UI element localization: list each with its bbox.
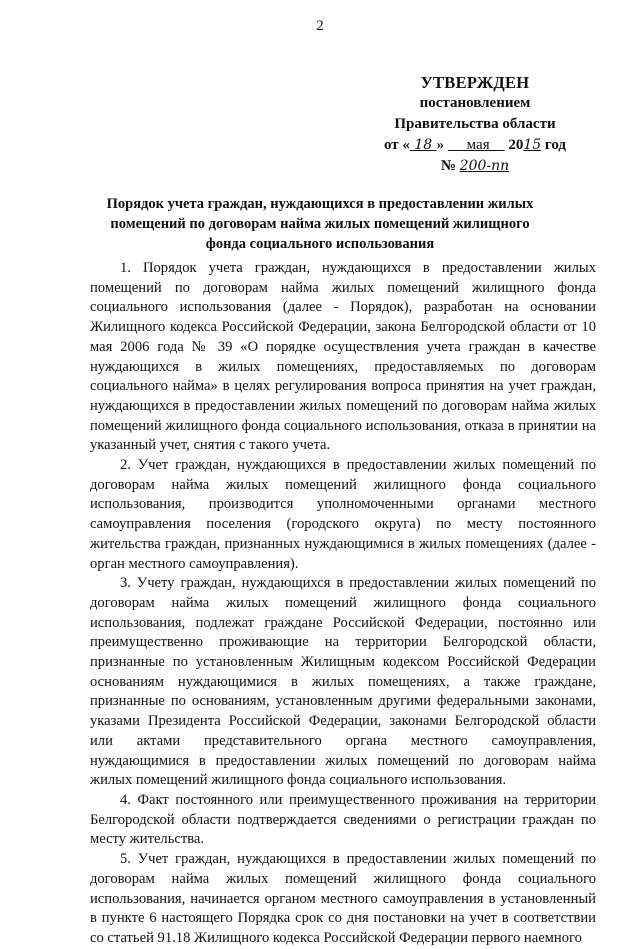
year-prefix: 20 [508,137,524,153]
paragraph-2: 2. Учет граждан, нуждающихся в предоставлении жилых помещений по договорам найма жилых помещений жилищного фонда социального использования, производится уполномоченными органами местного самоуправления поселения (городского округа) по месту постоянного жительства граждан, признанных нуждающимися в жилых помещениях (далее - орган местного самоуправления). [90,457,596,572]
approval-line-2: Правительства области [394,116,556,132]
paragraph-3: 3. Учету граждан, нуждающихся в предоставлении жилых помещений по договорам найма жилых помещений жилищного фонда социального использования, подлежат граждане Российской Федерации, постоянно или преимущественно проживающие на территории Белгородской области, признанные по установленным Жилищным кодексом Российской Федерации основаниям нуждающимися в жилых помещениях, а также граждане, признанные по основаниям, установленным другими федеральными законами, указами Президента Российской Федерации, законами Белгородской области или актами представительного органа местного самоуправления, нуждающимися в предоставлении жилых помещений по договорам найма жилых помещений жилищного фонда социального использования. [90,575,596,789]
paragraph-4: 4. Факт постоянного или преимущественного проживания на территории Белгородской области подтверждается сведениями о регистрации граждан по месту жительства. [90,791,596,848]
date-prefix: от « [383,137,410,153]
approval-stamp [360,72,590,177]
date-year [508,137,541,153]
approval-date [360,135,590,156]
date-month [448,137,505,153]
date-day-value: 18 [414,137,433,153]
page-number: 2 [316,18,324,34]
date-month-value: мая [466,137,490,153]
year-suffix: 15 [523,137,542,153]
approval-line-1: постановлением [419,95,531,111]
document-title: Порядок учета граждан, нуждающихся в предоставлении жилых помещений по договорам найма жилых помещений жилищного фонда социального использования [106,196,534,252]
year-word: год [544,137,567,153]
number-value: 200-пп [459,158,510,174]
date-day [410,137,437,153]
approval-heading: УТВЕРЖДЕН [420,73,530,92]
number-prefix: № [440,158,456,174]
date-mid: » [436,137,445,153]
document-body [90,259,596,949]
paragraph-1: 1. Порядок учета граждан, нуждающихся в предоставлении жилых помещений по договорам найма жилых помещений жилищного фонда социального использования (далее - Порядок), разработан на основании Жилищного кодекса Российской Федерации, закона Белгородской области от 10 мая 2006 года № 39 «О порядке осуществления учета граждан в качестве нуждающихся в жилых помещениях, предоставляемых по договорам социального найма» в целях регулирования вопроса принятия на учет граждан, нуждающихся в предоставлении жилых помещений по договорам найма жилых помещений жилищного фонда социального использования, отказа в принятии на указанный учет, снятия с такого учета. [90,260,596,454]
approval-number [360,156,590,177]
paragraph-5: 5. Учет граждан, нуждающихся в предоставлении жилых помещений по договорам найма жилых помещений жилищного фонда социального использования, начинается органом местного самоуправления в установленный в пункте 6 настоящего Порядка срок со дня постановки на учет в соответствии со статьей 91.18 Жилищного кодекса Российской Федерации первого наемного [90,851,596,946]
